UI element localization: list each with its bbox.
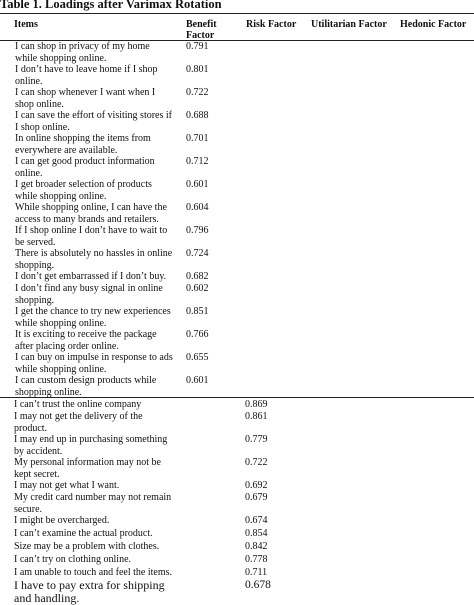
row-item: I can save the effort of visiting stores if I shop online.	[15, 110, 172, 133]
row-item: I don’t have to leave home if I shop online.	[15, 64, 158, 87]
risk-loading: 0.779	[245, 434, 268, 445]
row-item: I can shop in privacy of my home while shopping online.	[15, 41, 150, 64]
column-header-benefit-line2: Factor	[186, 30, 215, 41]
row-item: I don’t find any busy signal in online shopping.	[15, 283, 163, 306]
benefit-loading: 0.601	[186, 179, 209, 190]
benefit-loading: 0.604	[186, 202, 209, 213]
table-caption: Table 1. Loadings after Varimax Rotation	[0, 0, 222, 11]
row-item: I can buy on impulse in response to ads while shopping online.	[15, 352, 173, 375]
benefit-loading: 0.712	[186, 156, 209, 167]
risk-loading: 0.861	[245, 411, 268, 422]
row-item: I can’t trust the online company	[14, 399, 142, 410]
row-item: I may not get the delivery of the product.	[14, 411, 143, 434]
top-rule	[0, 13, 474, 14]
benefit-loading: 0.601	[186, 375, 209, 386]
benefit-loading: 0.796	[186, 225, 209, 236]
column-header-hedonic: Hedonic Factor	[400, 19, 467, 30]
row-item: My personal information may not be kept secret.	[14, 457, 161, 480]
row-item: I may end up in purchasing something by accident.	[14, 434, 168, 457]
column-header-benefit	[186, 19, 217, 41]
column-header-utilitarian: Utilitarian Factor	[311, 19, 387, 30]
benefit-loading: 0.722	[186, 87, 209, 98]
row-item: My credit card number may not remain secure.	[14, 492, 172, 515]
row-item: There is absolutely no hassles in online shopping.	[15, 248, 173, 271]
section-rule	[0, 397, 474, 398]
row-item: I might be overcharged.	[14, 515, 110, 526]
risk-loading: 0.869	[245, 399, 268, 410]
row-item: While shopping online, I can have the access to many brands and retailers.	[15, 202, 167, 225]
benefit-loading: 0.688	[186, 110, 209, 121]
benefit-loading: 0.791	[186, 41, 209, 52]
column-header-items: Items	[14, 19, 38, 30]
benefit-loading: 0.682	[186, 271, 209, 282]
risk-loading: 0.679	[245, 492, 268, 503]
row-item: I get the chance to try new experiences while shopping online.	[15, 306, 171, 329]
benefit-loading: 0.766	[186, 329, 209, 340]
row-item: It is exciting to receive the package after placing order online.	[15, 329, 157, 352]
row-item: I can’t examine the actual product.	[14, 528, 153, 539]
row-item: I may not get what I want.	[14, 480, 120, 491]
row-item: I am unable to touch and feel the items.	[14, 567, 173, 578]
risk-loading: 0.778	[245, 554, 268, 565]
row-item: If I shop online I don’t have to wait to be served.	[15, 225, 168, 248]
risk-loading: 0.692	[245, 480, 268, 491]
risk-loading: 0.674	[245, 515, 268, 526]
benefit-loading: 0.655	[186, 352, 209, 363]
benefit-loading: 0.602	[186, 283, 209, 294]
risk-loading: 0.711	[245, 567, 268, 578]
risk-loading: 0.854	[245, 528, 268, 539]
benefit-loading: 0.701	[186, 133, 209, 144]
row-item: I can’t try on clothing online.	[14, 554, 132, 565]
row-item: I can custom design products while shopping online.	[15, 375, 157, 398]
row-item: Size may be a problem with clothes.	[14, 541, 160, 552]
benefit-loading: 0.724	[186, 248, 209, 259]
row-item: I have to pay extra for shipping and handling.	[14, 578, 165, 605]
risk-loading: 0.842	[245, 541, 268, 552]
risk-loading: 0.722	[245, 457, 268, 468]
row-item: In online shopping the items from everywhere are available.	[15, 133, 151, 156]
row-item: I don’t get embarrassed if I don’t buy.	[15, 271, 167, 282]
column-header-benefit-line1: Benefit	[186, 19, 217, 30]
benefit-loading: 0.851	[186, 306, 209, 317]
row-item: I get broader selection of products while shopping online.	[15, 179, 152, 202]
row-item: I can get good product information online.	[15, 156, 155, 179]
row-item: I can shop whenever I want when I shop online.	[15, 87, 156, 110]
benefit-loading: 0.801	[186, 64, 209, 75]
risk-loading: 0.678	[245, 579, 271, 591]
column-header-risk: Risk Factor	[246, 19, 297, 30]
